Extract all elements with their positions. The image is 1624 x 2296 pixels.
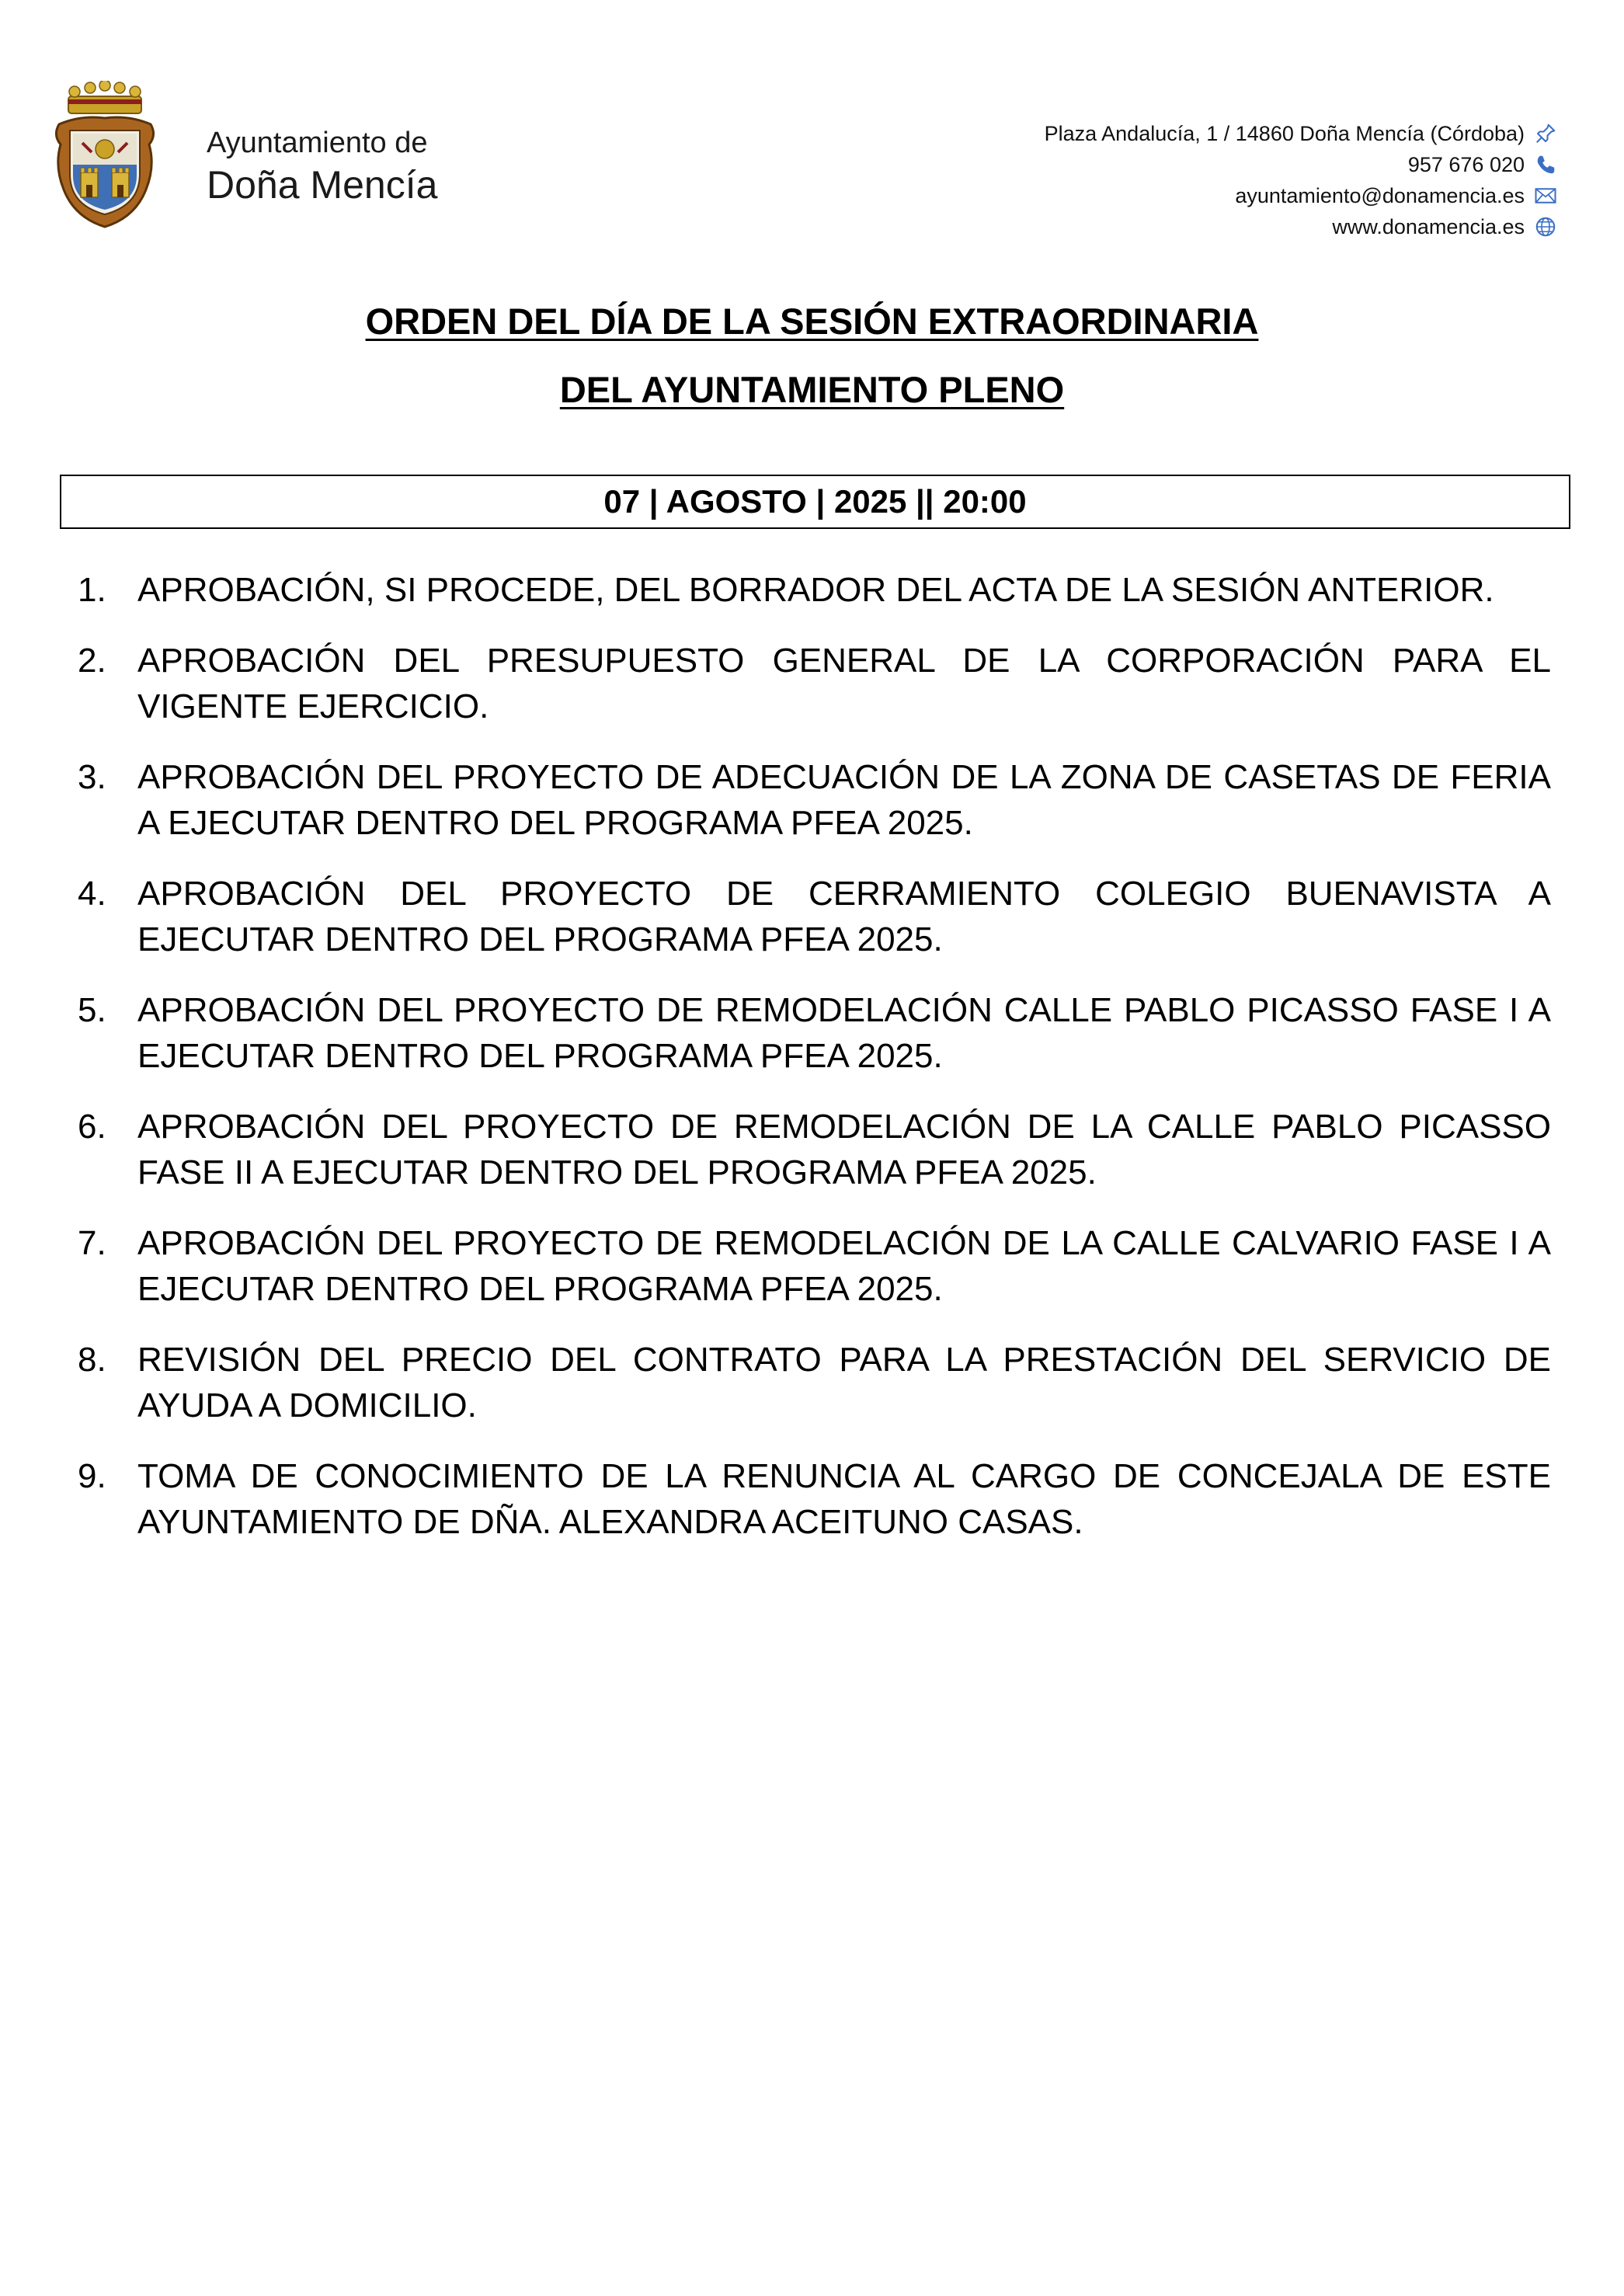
agenda-item-number: 6. xyxy=(78,1108,106,1146)
website-text: www.donamencia.es xyxy=(1332,214,1525,238)
email-icon xyxy=(1534,184,1560,207)
agenda-item-number: 1. xyxy=(78,571,106,609)
agenda-item-text: TOMA DE CONOCIMIENTO DE LA RENUNCIA AL CARGO DE CONCEJALA DE ESTE AYUNTAMIENTO DE DÑA. ALEXANDRA ACEITUNO CASAS. xyxy=(137,1457,1551,1541)
agenda-item-number: 3. xyxy=(78,758,106,796)
agenda-item xyxy=(78,871,1551,962)
agenda-item-number: 9. xyxy=(78,1457,106,1495)
contact-block xyxy=(1045,118,1560,242)
agenda-item xyxy=(78,1453,1551,1545)
agenda-item-text: APROBACIÓN, SI PROCEDE, DEL BORRADOR DEL ACTA DE LA SESIÓN ANTERIOR. xyxy=(137,571,1494,609)
agenda-item-text: APROBACIÓN DEL PROYECTO DE REMODELACIÓN CALLE PABLO PICASSO FASE I A EJECUTAR DENTRO DEL PROGRAMA PFEA 2025. xyxy=(137,991,1551,1075)
agenda-item-number: 8. xyxy=(78,1341,106,1379)
email-text: ayuntamiento@donamencia.es xyxy=(1235,183,1525,207)
agenda-item-number: 2. xyxy=(78,642,106,680)
document-title-line2: DEL AYUNTAMIENTO PLENO xyxy=(559,369,1065,410)
contact-address xyxy=(1045,118,1560,149)
phone-icon xyxy=(1534,153,1560,176)
document-title-line1: ORDEN DEL DÍA DE LA SESIÓN EXTRAORDINARIA xyxy=(365,301,1259,342)
address-text: Plaza Andalucía, 1 / 14860 Doña Mencía (Córdoba) xyxy=(1044,121,1525,145)
agenda-item-text: REVISIÓN DEL PRECIO DEL CONTRATO PARA LA PRESTACIÓN DEL SERVICIO DE AYUDA A DOMICILIO. xyxy=(137,1341,1551,1425)
agenda-item xyxy=(78,1104,1551,1195)
agenda-list xyxy=(78,567,1551,1570)
phone-text: 957 676 020 xyxy=(1407,152,1525,176)
agenda-item-number: 4. xyxy=(78,875,106,913)
agenda-item-text: APROBACIÓN DEL PROYECTO DE ADECUACIÓN DE LA ZONA DE CASETAS DE FERIA A EJECUTAR DENTRO DEL PROGRAMA PFEA 2025. xyxy=(137,758,1551,842)
session-date: 07 | AGOSTO | 2025 || 20:00 xyxy=(603,483,1027,520)
agenda-item-text: APROBACIÓN DEL PRESUPUESTO GENERAL DE LA CORPORACIÓN PARA EL VIGENTE EJERCICIO. xyxy=(137,642,1551,725)
agenda-item-text: APROBACIÓN DEL PROYECTO DE CERRAMIENTO COLEGIO BUENAVISTA A EJECUTAR DENTRO DEL PROGRAMA PFEA 2025. xyxy=(137,875,1551,958)
pin-icon xyxy=(1534,122,1560,145)
organization-name xyxy=(207,124,437,208)
session-date-box xyxy=(60,475,1570,529)
agenda-item-number: 5. xyxy=(78,991,106,1029)
agenda-item xyxy=(78,1220,1551,1312)
agenda-item xyxy=(78,754,1551,846)
contact-website xyxy=(1045,211,1560,242)
agenda-item-number: 7. xyxy=(78,1224,106,1262)
agenda-item xyxy=(78,638,1551,729)
contact-email xyxy=(1045,180,1560,211)
organization-name-line1: Ayuntamiento de xyxy=(207,127,428,159)
agenda-item-text: APROBACIÓN DEL PROYECTO DE REMODELACIÓN DE LA CALLE CALVARIO FASE I A EJECUTAR DENTRO DEL PROGRAMA PFEA 2025. xyxy=(137,1224,1551,1308)
agenda-item xyxy=(78,987,1551,1079)
municipal-coat-of-arms xyxy=(51,81,158,230)
contact-phone xyxy=(1045,149,1560,180)
agenda-item xyxy=(78,567,1551,613)
organization-name-line2: Doña Mencía xyxy=(207,163,438,207)
crown-icon xyxy=(68,81,141,113)
agenda-item-text: APROBACIÓN DEL PROYECTO DE REMODELACIÓN DE LA CALLE PABLO PICASSO FASE II A EJECUTAR DENTRO DEL PROGRAMA PFEA 2025. xyxy=(137,1108,1551,1191)
globe-icon xyxy=(1534,215,1560,238)
agenda-item xyxy=(78,1337,1551,1428)
